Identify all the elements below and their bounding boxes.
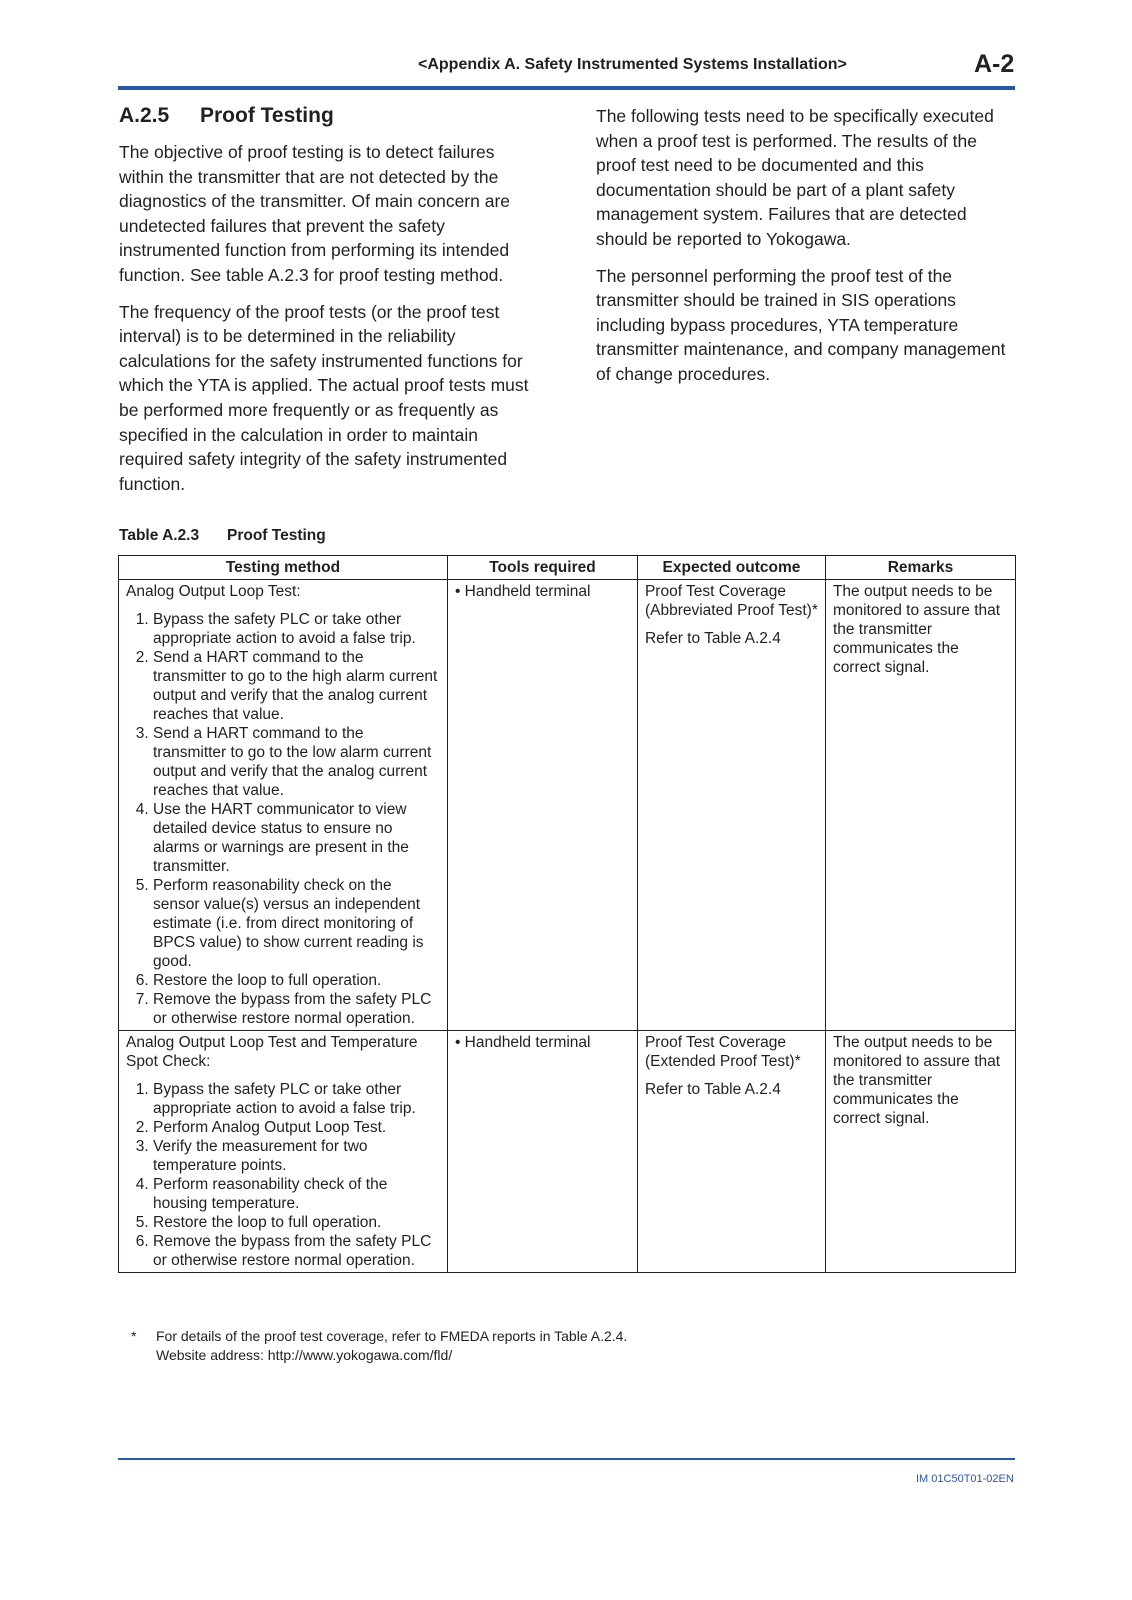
list-item: 3. Verify the measurement for two temperature points.	[153, 1137, 440, 1175]
list-item: 6. Remove the bypass from the safety PLC or otherwise restore normal operation.	[153, 1232, 440, 1270]
outcome-reference: Refer to Table A.2.4	[644, 1081, 781, 1098]
list-item: 3. Send a HART command to the transmitter to go to the low alarm current output and verify that the analog current reaches that value.	[153, 724, 440, 800]
paragraph-personnel: The personnel performing the proof test of the transmitter should be trained in SIS operations including bypass procedures, YTA temperature transmitter maintenance, and company management of change procedures.	[596, 265, 1006, 384]
section-number: A.2.5	[119, 104, 170, 127]
list-item: 5. Perform reasonability check on the sensor value(s) versus an independent estimate (i.e. from direct monitoring of BPCS value) to show current reading is good.	[153, 876, 440, 971]
footnote-line-2: Website address: http://www.yokogawa.com/fld/	[156, 1346, 453, 1363]
table-caption-number: Table A.2.3	[119, 527, 200, 544]
list-item: 4. Use the HART communicator to view detailed device status to ensure no alarms or warnings are present in the transmitter.	[153, 800, 440, 876]
header-title: <Appendix A. Safety Instrumented Systems Installation>	[418, 56, 847, 73]
list-item: 2. Perform Analog Output Loop Test.	[153, 1118, 440, 1137]
remarks-cell: The output needs to be monitored to assure that the transmitter communicates the correct signal.	[825, 1031, 1015, 1273]
table-row	[119, 580, 1016, 1031]
outcome-cell	[637, 580, 825, 1031]
document-id: IM 01C50T01-02EN	[916, 1473, 1014, 1485]
footnote-line-1: For details of the proof test coverage, refer to FMEDA reports in Table A.2.4.	[156, 1328, 628, 1344]
list-item: 7. Remove the bypass from the safety PLC or otherwise restore normal operation.	[153, 990, 440, 1028]
outcome-coverage: Proof Test Coverage (Extended Proof Test)*	[644, 1034, 801, 1070]
proof-testing-table	[118, 555, 1016, 1273]
header-rule	[118, 86, 1015, 90]
outcome-coverage: Proof Test Coverage (Abbreviated Proof Test)*	[644, 583, 818, 619]
section-heading	[119, 104, 544, 128]
remarks-cell: The output needs to be monitored to assure that the transmitter communicates the correct signal.	[825, 580, 1015, 1031]
table-header-row	[119, 556, 1016, 580]
list-item: 2. Send a HART command to the transmitter to go to the high alarm current output and verify that the analog current reaches that value.	[153, 648, 440, 724]
method-title: Analog Output Loop Test and Temperature Spot Check:	[126, 1034, 418, 1070]
header-remarks: Remarks	[825, 556, 1015, 580]
table-row	[119, 1031, 1016, 1273]
footnote-text	[156, 1327, 627, 1364]
header-tools-required: Tools required	[447, 556, 637, 580]
testing-method-cell	[119, 580, 448, 1031]
paragraph-objective: The objective of proof testing is to detect failures within the transmitter that are not detected by the diagnostics of the transmitter. Of main concern are undetected failures that prevent the safety instrumented function from performing its intended function. See table A.2.3 for proof testing method.	[119, 142, 511, 285]
section-title: Proof Testing	[200, 104, 334, 127]
testing-method-cell	[119, 1031, 448, 1273]
tools-cell: • Handheld terminal	[447, 1031, 637, 1273]
left-column	[119, 104, 544, 508]
page-number: A-2	[974, 50, 1015, 78]
header-testing-method: Testing method	[119, 556, 448, 580]
list-item: 6. Restore the loop to full operation.	[153, 971, 440, 990]
step-list	[126, 1080, 440, 1270]
footer-rule	[118, 1458, 1015, 1460]
outcome-cell	[637, 1031, 825, 1273]
list-item: 1. Bypass the safety PLC or take other appropriate action to avoid a false trip.	[153, 610, 440, 648]
footnote-marker: *	[131, 1328, 137, 1344]
paragraph-frequency: The frequency of the proof tests (or the proof test interval) is to be determined in the reliability calculations for the safety instrumented functions for which the YTA is applied. The actual proof tests must be performed more frequently or as frequently as specified in the calculation in order to maintain required safety integrity of the safety instrumented function.	[119, 301, 529, 494]
table-caption-title: Proof Testing	[227, 527, 326, 544]
tools-cell: • Handheld terminal	[447, 580, 637, 1031]
method-title: Analog Output Loop Test:	[126, 583, 301, 600]
list-item: 5. Restore the loop to full operation.	[153, 1213, 440, 1232]
paragraph-tests: The following tests need to be specifically executed when a proof test is performed. The results of the proof test need to be documented and this documentation should be part of a plant safety management system. Failures that are detected should be reported to Yokogawa.	[596, 106, 994, 249]
footnote	[131, 1327, 627, 1364]
header-expected-outcome: Expected outcome	[637, 556, 825, 580]
right-column	[596, 104, 1021, 399]
outcome-reference: Refer to Table A.2.4	[644, 630, 781, 647]
list-item: 1. Bypass the safety PLC or take other appropriate action to avoid a false trip.	[153, 1080, 440, 1118]
step-list	[126, 610, 440, 1028]
table-caption	[119, 527, 326, 545]
list-item: 4. Perform reasonability check of the housing temperature.	[153, 1175, 440, 1213]
